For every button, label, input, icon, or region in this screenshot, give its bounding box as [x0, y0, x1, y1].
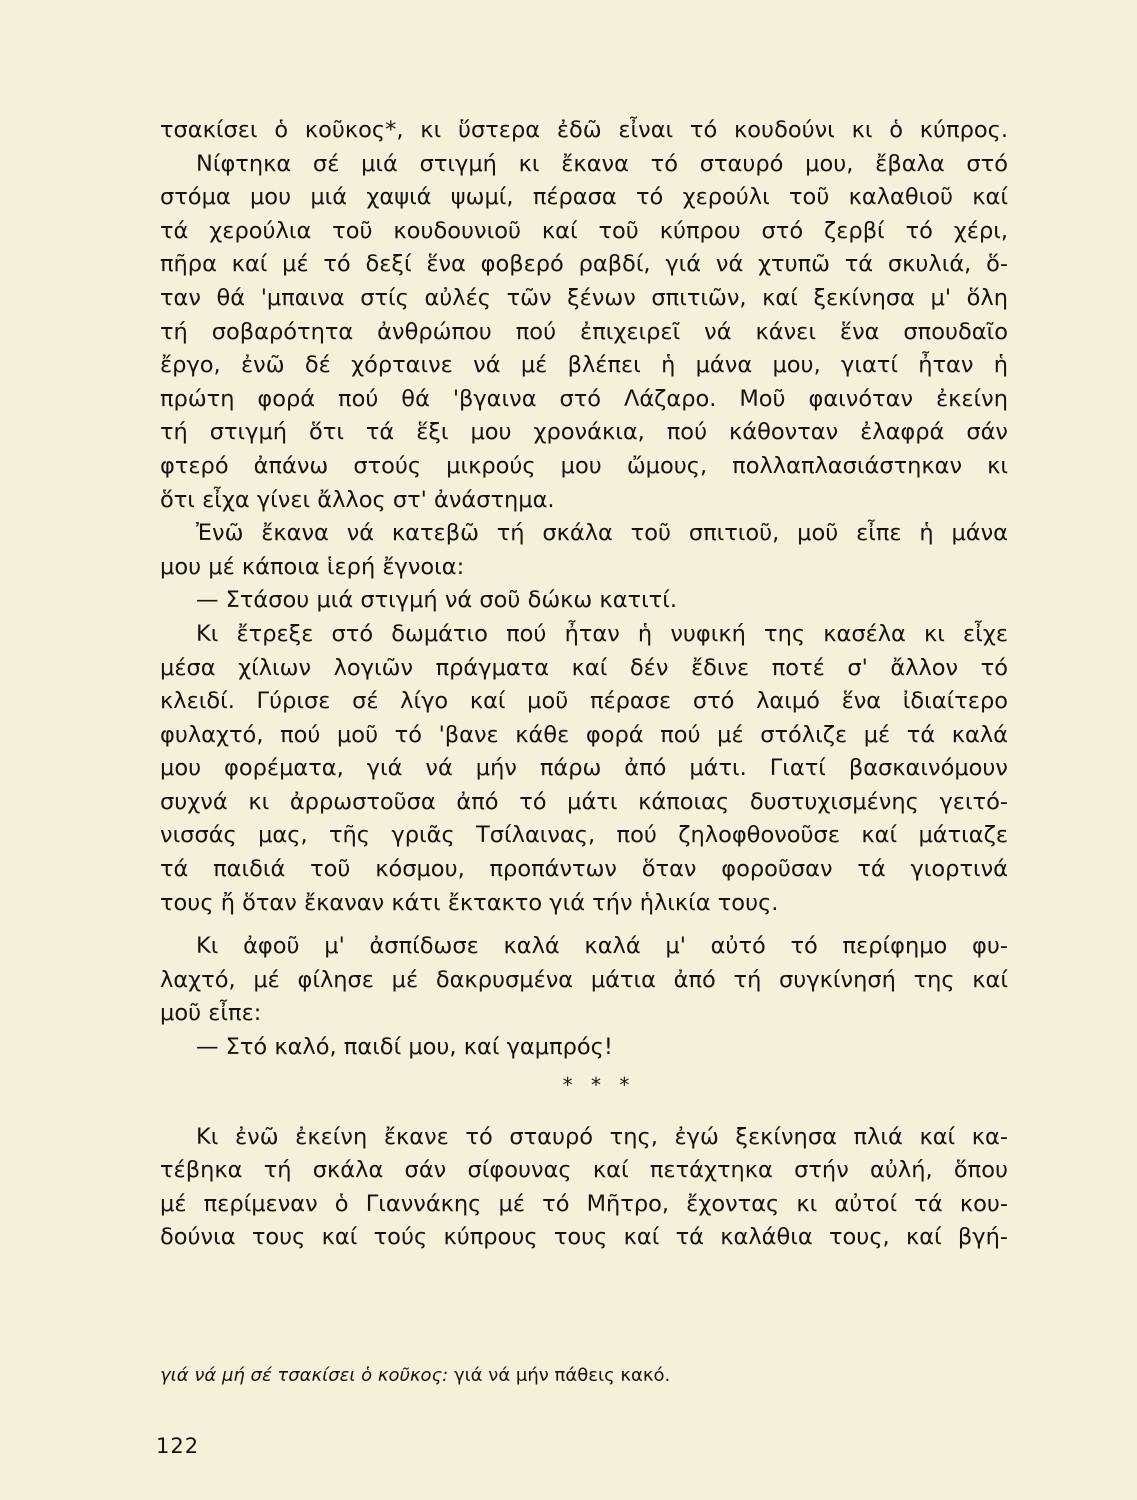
- paragraph-start-line: Νίφτηκα σέ μιά στιγμή κι ἔκανα τό σταυρό μου, ἔβαλα στό: [196, 150, 1008, 177]
- text-line: πρώτη φορά πού θά 'βγαινα στό Λάζαρο. Μοῦ φαινόταν ἐκείνη: [160, 385, 1008, 412]
- text-line: φυλαχτό, πού μοῦ τό 'βανε κάθε φορά πού μέ στόλιζε μέ τά καλά: [160, 721, 1008, 748]
- footnote: [160, 1364, 670, 1388]
- text-line: φτερό ἀπάνω στούς μικρούς μου ὤμους, πολλαπλασιάστηκαν κι: [160, 452, 1008, 479]
- paragraph-end-line: μοῦ εἶπε:: [160, 1000, 262, 1027]
- text-line: πῆρα καί μέ τό δεξί ἕνα φοβερό ραβδί, γιά νά χτυπῶ τά σκυλιά, ὅ-: [160, 251, 1008, 278]
- dialogue-line: — Στό καλό, παιδί μου, καί γαμπρός!: [196, 1034, 613, 1061]
- paragraph-end-line: τους ἤ ὅταν ἔκαναν κάτι ἔκτακτο γιά τήν ἡλικία τους.: [160, 889, 779, 916]
- text-line: δούνια τους καί τούς κύπρους τους καί τά καλάθια τους, καί βγή-: [160, 1224, 1008, 1251]
- text-line: τά παιδιά τοῦ κόσμου, προπάντων ὅταν φοροῦσαν τά γιορτινά: [160, 856, 1008, 883]
- paragraph-start-line: Κι ἐνῶ ἐκείνη ἔκανε τό σταυρό της, ἐγώ ξεκίνησα πλιά καί κα-: [196, 1123, 1008, 1150]
- section-break: * * *: [562, 1072, 636, 1097]
- text-line: νισσάς μας, τῆς γριᾶς Τσίλαινας, πού ζηλοφθονοῦσε καί μάτιαζε: [160, 822, 1008, 849]
- dialogue-line: — Στάσου μιά στιγμή νά σοῦ δώκω κατιτί.: [196, 587, 677, 614]
- paragraph-gap: [160, 920, 1008, 930]
- paragraph-end-line: μου μέ κάποια ἱερή ἔγνοια:: [160, 553, 465, 580]
- body-text: [160, 114, 1008, 1255]
- text-line: μέσα χίλιων λογιῶν πράγματα καί δέν ἔδινε ποτέ σ' ἄλλον τό: [160, 654, 1008, 681]
- text-line: στόμα μου μιά χαψιά ψωμί, πέρασα τό χερούλι τοῦ καλαθιοῦ καί: [160, 184, 1008, 211]
- page-number: 122: [156, 1434, 200, 1458]
- footnote-definition: γιά νά μήν πάθεις κακό.: [453, 1365, 671, 1386]
- paragraph-end-line: ὅτι εἶχα γίνει ἄλλος στ' ἀνάστημα.: [160, 486, 555, 513]
- text-line: τή σοβαρότητα ἀνθρώπου πού ἐπιχειρεῖ νά κάνει ἕνα σπουδαῖο: [160, 318, 1008, 345]
- text-line: τά χερούλια τοῦ κουδουνιοῦ καί τοῦ κύπρου στό ζερβί τό χέρι,: [160, 217, 1008, 244]
- text-line: μου φορέματα, γιά νά μήν πάρω ἀπό μάτι. Γιατί βασκαινόμουν: [160, 755, 1008, 782]
- text-line: τσακίσει ὁ κοῦκος*, κι ὕστερα ἐδῶ εἶναι τό κουδούνι κι ὁ κύπρος.: [160, 117, 1008, 143]
- text-line: μέ περίμεναν ὁ Γιαννάκης μέ τό Μῆτρο, ἔχοντας κι αὐτοί τά κου-: [160, 1190, 1008, 1217]
- paragraph-start-line: Κι ἀφοῦ μ' ἀσπίδωσε καλά καλά μ' αὐτό τό περίφημο φυ-: [196, 933, 1008, 960]
- section-gap: [160, 1105, 1008, 1121]
- footnote-term: γιά νά μή σέ τσακίσει ὁ κοῦκος:: [160, 1365, 449, 1386]
- text-line: ἔργο, ἐνῶ δέ χόρταινε νά μέ βλέπει ἡ μάνα μου, γιατί ἦταν ἡ: [160, 352, 1008, 379]
- text-line: κλειδί. Γύρισε σέ λίγο καί μοῦ πέρασε στό λαιμό ἕνα ἰδιαίτερο: [160, 688, 1008, 715]
- paragraph-start-line: Κι ἔτρεξε στό δωμάτιο πού ἦταν ἡ νυφική της κασέλα κι εἶχε: [196, 620, 1008, 647]
- text-line: τέβηκα τή σκάλα σάν σίφουνας καί πετάχτηκα στήν αὐλή, ὅπου: [160, 1157, 1008, 1184]
- text-line: συχνά κι ἀρρωστοῦσα ἀπό τό μάτι κάποιας δυστυχισμένης γειτό-: [160, 788, 1008, 815]
- text-line: ταν θά 'μπαινα στίς αὐλές τῶν ξένων σπιτιῶν, καί ξεκίνησα μ' ὅλη: [160, 284, 1008, 311]
- text-line: λαχτό, μέ φίλησε μέ δακρυσμένα μάτια ἀπό τή συγκίνησή της καί: [160, 966, 1008, 993]
- paragraph-start-line: Ἐνῶ ἔκανα νά κατεβῶ τή σκάλα τοῦ σπιτιοῦ, μοῦ εἶπε ἡ μάνα: [196, 520, 1008, 547]
- text-line: τή στιγμή ὅτι τά ἕξι μου χρονάκια, πού κάθονταν ἐλαφρά σάν: [160, 419, 1008, 446]
